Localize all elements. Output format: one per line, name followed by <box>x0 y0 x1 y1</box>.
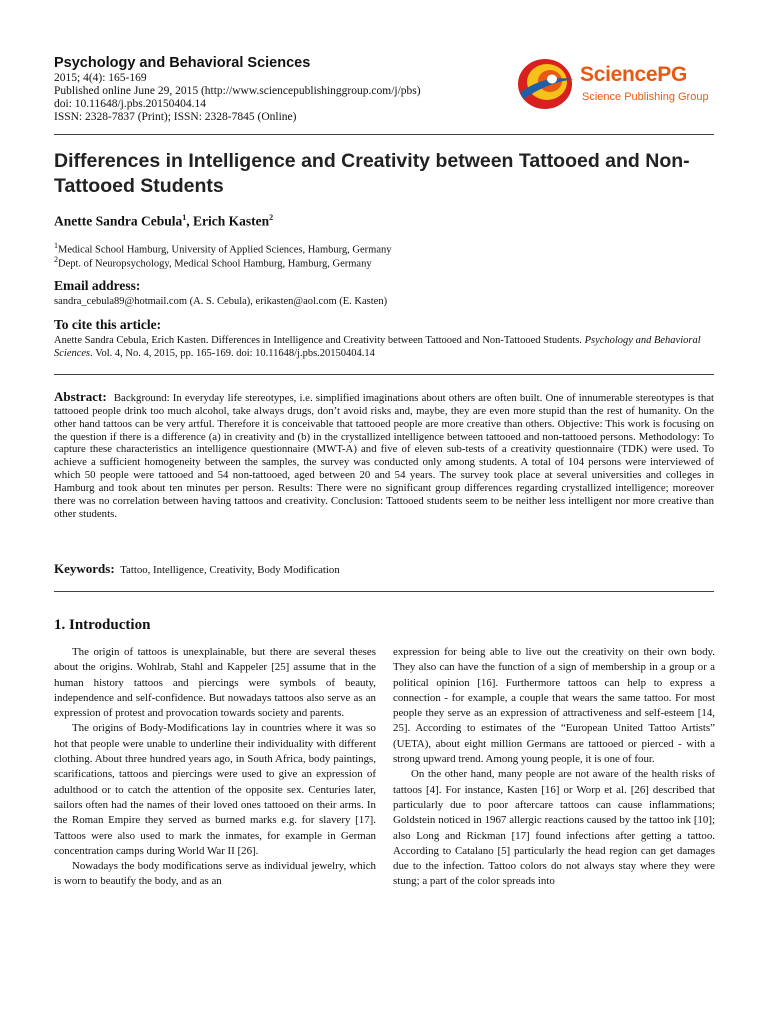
affiliation <box>54 241 392 256</box>
keywords-label: Keywords: <box>54 561 115 576</box>
keywords-text: Tattoo, Intelligence, Creativity, Body Modification <box>120 564 340 576</box>
logo-wordmark: SciencePG <box>580 63 688 86</box>
body-paragraph: expression for being able to live out the creativity on their own body. They also can have the function of a sign of membership in a group or a political opinion [16]. Furthermore tattoos can help to express a connection - for example, a couple that wears the same tattoo. For most people they serve as an expression of attractiveness and self-esteem [14, 25]. According to estimates of the “European United Tattoo Artists” (UETA), about eight million Germans are tattooed or pierced - with a strong upward trend. Among young people, it is one of four. <box>393 646 715 766</box>
affiliation-text: Medical School Hamburg, University of Applied Sciences, Hamburg, Germany <box>58 244 392 256</box>
issn-line: ISSN: 2328-7837 (Print); ISSN: 2328-7845 (Online) <box>54 111 297 123</box>
abstract-label: Abstract: <box>54 389 107 404</box>
email-label: Email address: <box>54 278 141 293</box>
email-text: sandra_cebula89@hotmail.com (A. S. Cebula), erikasten@aol.com (E. Kasten) <box>54 296 388 307</box>
header-divider <box>54 134 714 135</box>
citation-label: To cite this article: <box>54 317 162 332</box>
abstract <box>54 391 714 520</box>
citation-plain: Anette Sandra Cebula, Erich Kasten. Differences in Intelligence and Creativity between Tattooed and Non-Tattooed Students. <box>54 335 585 346</box>
abstract-bottom-divider <box>54 591 714 592</box>
volume-line: 2015; 4(4): 165-169 <box>54 72 147 84</box>
body-paragraph: The origin of tattoos is unexplainable, but there are several theses about the origins. Wohlrab, Stahl and Kappeler [25] assume that in the human history tattoos and piercings were symbols of beauty, independence and self-confidence. But nowadays tattoos also serve as an expression of protest and provocation towards society and parents. <box>54 646 376 720</box>
abstract-text: Background: In everyday life stereotypes, i.e. simplified imaginations about others are often built. One of innumerable stereotypes is that tattooed people drink too much alcohol, take always drugs, don’t avoid risks and, maybe, they are even more stupid than the rest of humanity. On the other hand tattoos can be very artful. Therefore it is conceivable that tattooed people are more creative than others. Objective: This work is focusing on the question if there is a difference (a) in creativity and (b) in the crystallized intelligence between tattooed and non-tattooed persons. Methodology: To capture these characteristics an intelligence questionnaire (MWT-A) and five of eleven sub-tests of a creativity questionnaire (TDK) were used. To achieve a sufficient homogeneity between the samples, the survey was conducted only among students. A total of 104 persons were interviewed of which 50 people were tattooed and 54 non-tattooed, aged between 20 and 54 years. The survey took place at several universities and colleges in Hamburg and took about ten minutes per person. Results: There were no significant group differences regarding crystallized intelligence; moreover there was no correlation between having tattoos and creativity. Conclusion: Tattooed students seem to be neither less intelligent nor more creative than other students. <box>54 392 715 520</box>
citation-plain: . Vol. 4, No. 4, 2015, pp. 165-169. doi: 10.11648/j.pbs.20150404.14 <box>90 348 375 360</box>
author-sup: 1 <box>182 213 187 222</box>
published-line: Published online June 29, 2015 (http://www.sciencepublishinggroup.com/j/pbs) <box>54 85 421 97</box>
affiliation-sup: 2 <box>54 255 58 264</box>
author-sup: 2 <box>269 213 274 222</box>
publisher-logo <box>516 57 716 113</box>
section-heading: 1. Introduction <box>54 617 151 633</box>
affiliation <box>54 255 372 270</box>
journal-name: Psychology and Behavioral Sciences <box>54 55 311 71</box>
body-paragraph: Nowadays the body modifications serve as individual jewelry, which is worn to beautify the body, and as an <box>54 860 376 888</box>
sciencepg-logo-icon <box>516 57 576 113</box>
body-paragraph: The origins of Body-Modifications lay in countries where it was so hot that people were unable to underline their individuality with different clothing. About three hundred years ago, in South Africa, body paintings, scarifications, tattoos and piercings were used to give an expression of adulthood or to catch the attention of the opposite sex. Centuries later, sailors often had the names of their loved ones tattooed on their arms. In the Roman Empire they served as burned marks e.g. for slavery [17]. Tattoos were also used to mark the inmates, for example in German concentration camps during World War II [26]. <box>54 722 376 857</box>
body-column-right <box>393 645 715 890</box>
citation-journal: Psychology and Behavioral Sciences <box>54 335 701 360</box>
author-list <box>54 213 273 230</box>
author-name: Anette Sandra Cebula <box>54 213 183 229</box>
citation-text <box>54 334 714 360</box>
author-name: Erich Kasten <box>193 213 270 229</box>
doi-line: doi: 10.11648/j.pbs.20150404.14 <box>54 98 206 110</box>
affiliation-text: Dept. of Neuropsychology, Medical School Hamburg, Hamburg, Germany <box>58 258 372 270</box>
logo-subtitle: Science Publishing Group <box>582 91 709 103</box>
body-paragraph: On the other hand, many people are not aware of the health risks of tattoos [4]. For instance, Kasten [16] or Worp et al. [26] described that particularly due to poor aftercare tattoos can cause inflammations; Goldstein noticed in 1967 allergic reactions caused by the tattoo ink [10]; also Long and Rickman [17] found infections after getting a tattoo. According to Catalano [5] particularly the head region can get damages due to the infection. Tattoo colors do not always stay where they were stung; a part of the color spreads into <box>393 768 715 888</box>
abstract-top-divider <box>54 374 714 375</box>
body-column-left <box>54 645 376 890</box>
author-separator: , <box>186 213 194 229</box>
affiliation-sup: 1 <box>54 241 58 250</box>
keywords <box>54 561 340 577</box>
article-title: Differences in Intelligence and Creativity between Tattooed and Non-Tattooed Students <box>54 150 690 197</box>
